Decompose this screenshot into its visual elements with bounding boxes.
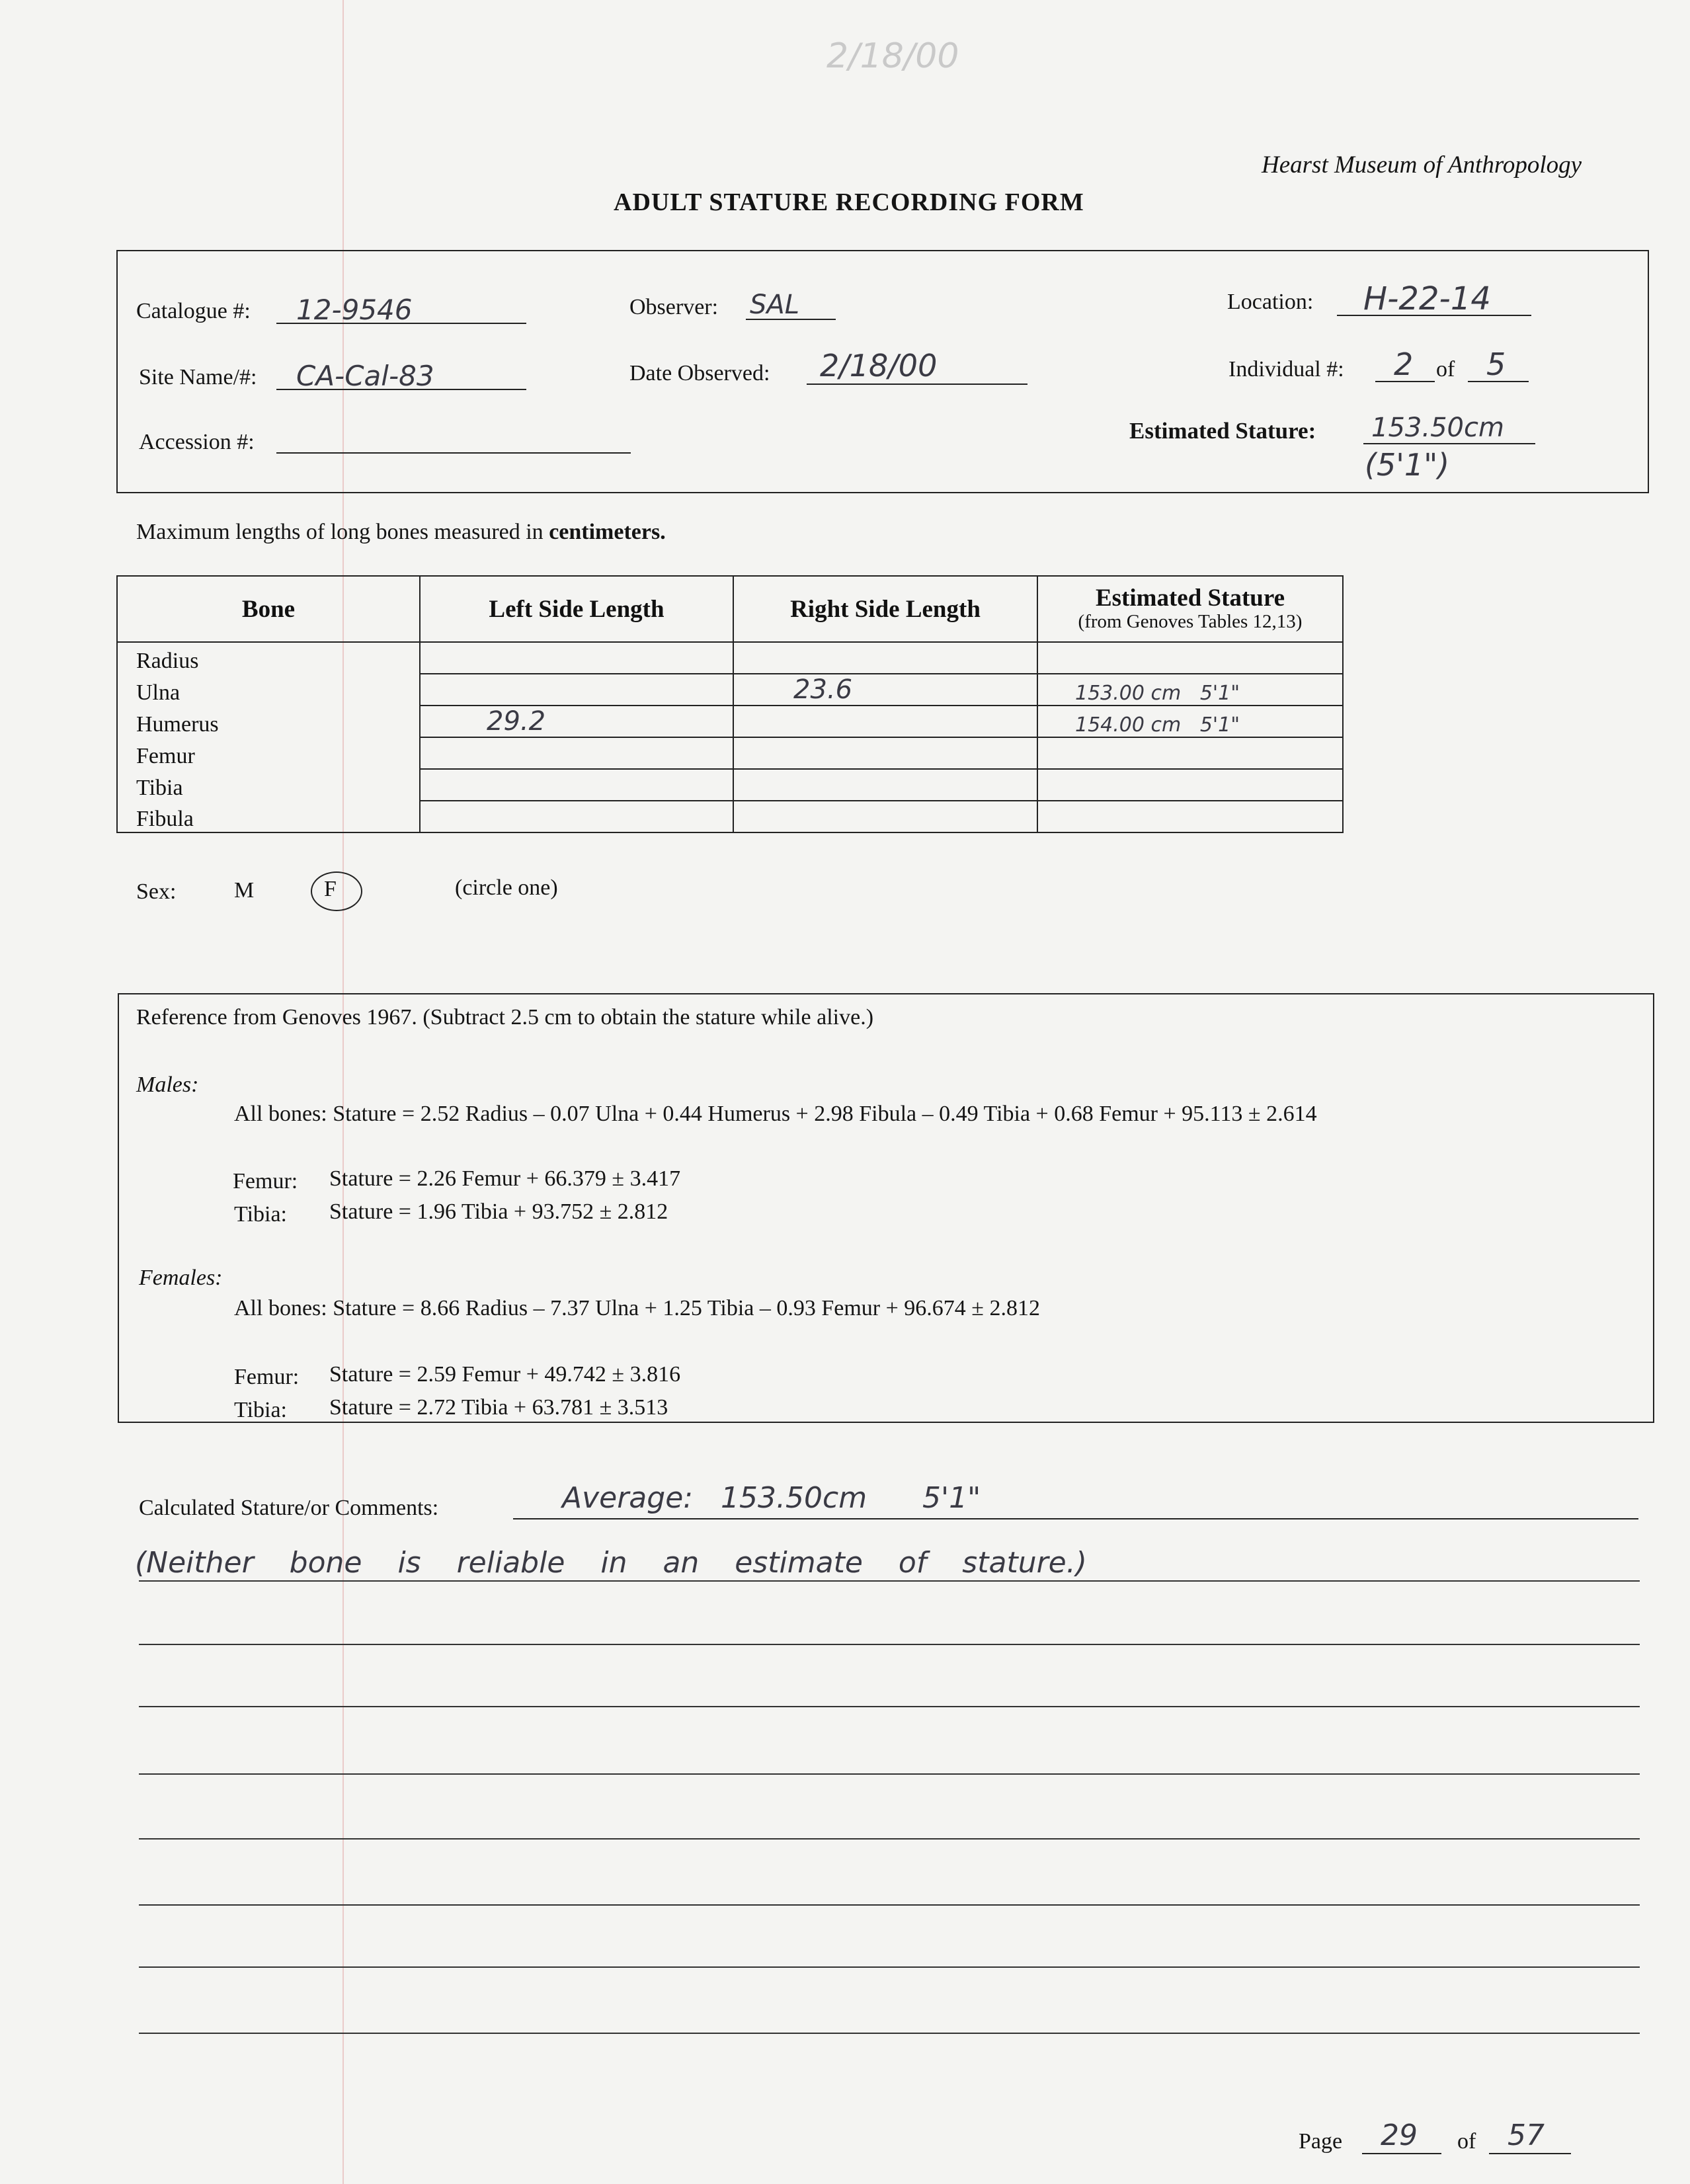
page-label: Page	[1299, 2129, 1343, 2154]
left-length-cell[interactable]: 29.2	[420, 706, 733, 737]
right-length-cell[interactable]	[733, 737, 1037, 769]
measurement-note-unit: centimeters.	[549, 520, 666, 544]
header-estimated-stature	[1037, 576, 1343, 642]
comments-reliability-note: (Neither bone is reliable in an estimate of stature.)	[135, 1546, 1087, 1580]
header-stature-title: Estimated Stature	[1095, 584, 1285, 612]
comments-line[interactable]	[139, 1580, 1640, 1582]
left-length-cell[interactable]	[420, 737, 733, 769]
bone-name: Fibula	[117, 801, 420, 832]
form-title: ADULT STATURE RECORDING FORM	[614, 188, 1084, 216]
individual-value: 2	[1394, 346, 1414, 382]
right-length-cell[interactable]	[733, 769, 1037, 801]
faint-date-stamp: 2/18/00	[826, 36, 959, 76]
comments-line[interactable]	[139, 1966, 1640, 1968]
estimated-stature-cell[interactable]	[1037, 737, 1343, 769]
page-number-field[interactable]	[1362, 2153, 1441, 2154]
bone-name: Humerus	[117, 706, 420, 737]
long-bones-table	[116, 575, 1344, 833]
comments-line[interactable]	[139, 1904, 1640, 1906]
bone-name: Ulna	[117, 674, 420, 706]
males-tibia-label: Tibia:	[234, 1202, 288, 1227]
location-label: Location:	[1227, 290, 1314, 314]
table-row	[117, 737, 1343, 769]
date-observed-label: Date Observed:	[629, 361, 770, 385]
males-femur-formula: Stature = 2.26 Femur + 66.379 ± 3.417	[329, 1166, 681, 1191]
accession-label: Accession #:	[139, 430, 255, 454]
comments-average: Average: 153.50cm 5'1"	[562, 1481, 981, 1515]
catalogue-label: Catalogue #:	[136, 299, 251, 323]
catalogue-value: 12-9546	[296, 294, 413, 326]
females-all-bones-formula: All bones: Stature = 8.66 Radius – 7.37 Ulna + 1.25 Tibia – 0.93 Femur + 96.674 ± 2.812	[234, 1296, 1040, 1320]
reference-intro: Reference from Genoves 1967. (Subtract 2.5 cm to obtain the stature while alive.)	[136, 1005, 874, 1030]
comments-line[interactable]	[139, 1773, 1640, 1775]
date-observed-field[interactable]	[807, 384, 1027, 385]
header-bone: Bone	[117, 576, 420, 642]
left-length-cell[interactable]	[420, 674, 733, 706]
estimated-stature-label: Estimated Stature:	[1129, 418, 1316, 444]
table-header-row	[117, 576, 1343, 642]
comments-label: Calculated Stature/or Comments:	[139, 1496, 439, 1520]
measurement-note-text: Maximum lengths of long bones measured in	[136, 520, 549, 544]
comments-line[interactable]	[139, 1838, 1640, 1840]
females-femur-formula: Stature = 2.59 Femur + 49.742 ± 3.816	[329, 1362, 681, 1387]
accession-field[interactable]	[276, 452, 631, 454]
bone-name: Radius	[117, 642, 420, 674]
left-length-cell[interactable]	[420, 642, 733, 674]
estimated-stature-cell[interactable]: 153.00 cm 5'1"	[1037, 674, 1343, 706]
header-stature-source: (from Genoves Tables 12,13)	[1078, 611, 1303, 633]
females-femur-label: Femur:	[234, 1365, 300, 1389]
right-length-cell[interactable]	[733, 706, 1037, 737]
observer-label: Observer:	[629, 295, 719, 319]
table-row	[117, 769, 1343, 801]
males-heading: Males:	[136, 1072, 199, 1097]
observer-value: SAL	[750, 290, 800, 320]
page-number: 29	[1381, 2119, 1418, 2152]
females-tibia-formula: Stature = 2.72 Tibia + 63.781 ± 3.513	[329, 1395, 668, 1420]
sex-option-f[interactable]: F	[324, 877, 337, 901]
sex-selection-circle	[311, 871, 362, 911]
estimated-stature-cell[interactable]: 154.00 cm 5'1"	[1037, 706, 1343, 737]
females-heading: Females:	[139, 1266, 223, 1290]
table-row	[117, 674, 1343, 706]
males-femur-label: Femur:	[233, 1169, 298, 1193]
estimated-stature-cell[interactable]	[1037, 642, 1343, 674]
page-total: 57	[1508, 2119, 1545, 2152]
estimated-stature-cell[interactable]	[1037, 801, 1343, 832]
estimated-stature-feet: (5'1")	[1365, 447, 1450, 483]
page-of-label: of	[1457, 2129, 1476, 2154]
bone-name: Femur	[117, 737, 420, 769]
left-length-cell[interactable]	[420, 801, 733, 832]
date-observed-value: 2/18/00	[820, 348, 938, 384]
estimated-stature-value: 153.50cm	[1371, 413, 1504, 443]
site-value: CA-Cal-83	[296, 360, 434, 392]
location-value: H-22-14	[1363, 280, 1491, 317]
estimated-stature-field[interactable]	[1363, 443, 1535, 444]
individual-total-value: 5	[1486, 346, 1506, 382]
sex-label: Sex:	[136, 879, 177, 904]
page-total-field[interactable]	[1489, 2153, 1571, 2154]
table-row	[117, 642, 1343, 674]
right-length-cell[interactable]	[733, 642, 1037, 674]
comments-line[interactable]	[139, 2033, 1640, 2034]
females-tibia-label: Tibia:	[234, 1398, 288, 1422]
header-left-length: Left Side Length	[420, 576, 733, 642]
site-label: Site Name/#:	[139, 365, 257, 389]
sex-instruction: (circle one)	[455, 875, 558, 900]
right-length-cell[interactable]: 23.6	[733, 674, 1037, 706]
sex-option-m[interactable]: M	[234, 878, 255, 903]
males-all-bones-formula: All bones: Stature = 2.52 Radius – 0.07 Ulna + 0.44 Humerus + 2.98 Fibula – 0.49 Tibia + 0.68 Femur + 95.113 ± 2.614	[234, 1102, 1317, 1126]
table-row	[117, 801, 1343, 832]
comments-field-line[interactable]	[513, 1518, 1638, 1519]
left-length-cell[interactable]	[420, 769, 733, 801]
comments-line[interactable]	[139, 1644, 1640, 1645]
museum-name: Hearst Museum of Anthropology	[1262, 151, 1582, 179]
individual-label: Individual #:	[1228, 357, 1344, 382]
measurement-note	[136, 520, 666, 545]
comments-line[interactable]	[139, 1706, 1640, 1707]
right-length-cell[interactable]	[733, 801, 1037, 832]
header-right-length: Right Side Length	[733, 576, 1037, 642]
bone-name: Tibia	[117, 769, 420, 801]
individual-of-label: of	[1436, 357, 1455, 382]
estimated-stature-cell[interactable]	[1037, 769, 1343, 801]
table-row	[117, 706, 1343, 737]
males-tibia-formula: Stature = 1.96 Tibia + 93.752 ± 2.812	[329, 1199, 668, 1224]
